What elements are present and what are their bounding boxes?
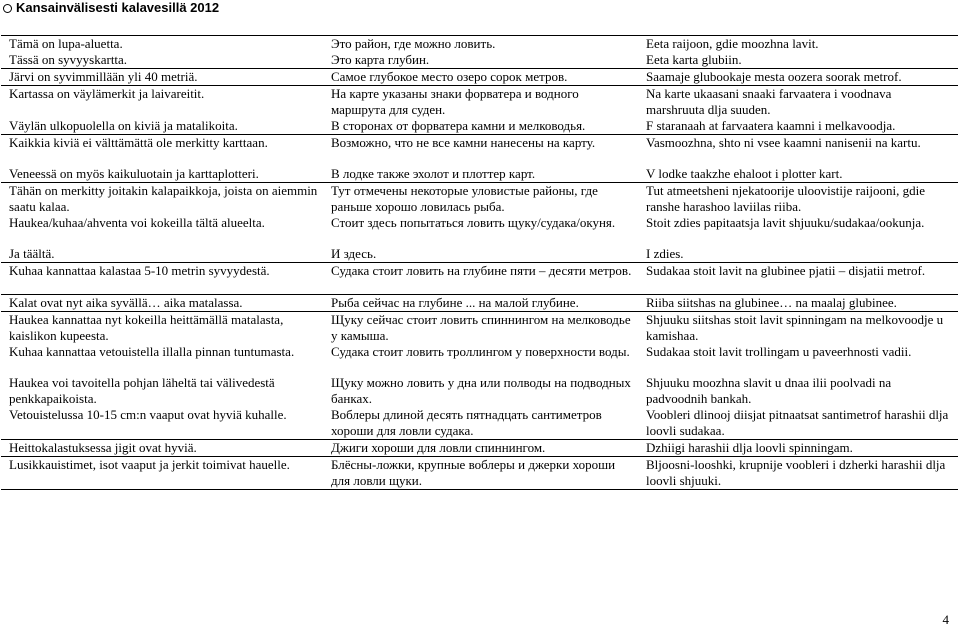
finnish-cell: Ja täältä. (9, 246, 55, 261)
russian-cell: Самое глубокое место озеро сорок метров. (325, 69, 640, 86)
transliteration-cell: I zdies. (646, 246, 684, 261)
phrase-table (1, 35, 958, 490)
finnish-cell: Järvi on syvimmillään yli 40 metriä. (1, 69, 325, 86)
russian-cell: Блёсны-ложки, крупные воблеры и джерки хороши для ловли щуки. (325, 457, 640, 490)
finnish-cell: Haukea kannattaa nyt kokeilla heittämällä matalasta, kaislikon kupeesta. (1, 312, 325, 345)
table-row (1, 183, 958, 216)
finnish-cell: Veneessä on myös kaikuluotain ja karttaplotteri. (9, 166, 259, 181)
finnish-cell: Kartassa on väylämerkit ja laivareitit. (1, 86, 325, 119)
transliteration-cell: Na karte ukaasani snaaki farvaatera i voodnava marshruuta dlja suuden. (640, 86, 958, 119)
transliteration-cell: Sudakaa stoit lavit na glubinee pjatii – disjatii metrof. (640, 263, 958, 295)
circle-bullet-icon (3, 4, 12, 13)
russian-cell: И здесь. (331, 246, 377, 261)
transliteration-cell: Stoit zdies papitaatsja lavit shjuuku/sudakaa/ookunja. (646, 215, 925, 230)
table-row (1, 295, 958, 312)
finnish-cell: Heittokalastuksessa jigit ovat hyviä. (1, 440, 325, 457)
table-row (1, 440, 958, 457)
table-row (1, 86, 958, 119)
russian-cell: Это район, где можно ловить. (325, 36, 640, 53)
table-row (1, 344, 958, 375)
transliteration-cell: Saamaje glubookaje mesta oozera soorak metrof. (640, 69, 958, 86)
russian-cell: Стоит здесь попытаться ловить щуку/судака/окуня. (331, 215, 616, 230)
finnish-cell: Tämä on lupa-aluetta. (1, 36, 325, 53)
finnish-cell: Lusikkauistimet, isot vaaput ja jerkit toimivat hauelle. (1, 457, 325, 490)
transliteration-cell: Shjuuku moozhna slavit u dnaa ilii poolvadi na padvoodnih bankah. (646, 375, 892, 406)
table-row (1, 69, 958, 86)
transliteration-cell: Riiba siitshas na glubinee… na maalaj glubinee. (640, 295, 958, 312)
russian-cell: Это карта глубин. (331, 52, 430, 67)
table-row (1, 36, 958, 53)
russian-cell: Судака стоит ловить на глубине пяти – десяти метров. (325, 263, 640, 295)
transliteration-cell: Sudakaa stoit lavit trollingam u paveerhnosti vadii. (646, 344, 912, 359)
transliteration-cell: F staranaah at farvaatera kaamni i melkavoodja. (646, 118, 896, 133)
russian-cell: На карте указаны знаки форватера и водного маршрута для суден. (325, 86, 640, 119)
table-row (1, 215, 958, 246)
finnish-cell: Kuhaa kannattaa vetouistella illalla pinnan tuntumasta. (9, 344, 295, 359)
transliteration-cell: V lodke taakzhe ehaloot i plotter kart. (646, 166, 843, 181)
table-row (1, 375, 958, 407)
transliteration-cell: Shjuuku siitshas stoit lavit spinningam na melkovoodje u kamishaa. (640, 312, 958, 345)
table-row (1, 52, 958, 69)
section-title: Kansainvälisesti kalavesillä 2012 (16, 0, 220, 15)
russian-cell: Возможно, что не все камни нанесены на карту. (325, 135, 640, 167)
page-number: 4 (942, 612, 949, 627)
transliteration-cell: Bljoosni-looshki, krupnije voobleri i dzherki harashii dlja loovli shjuuki. (640, 457, 958, 490)
finnish-cell: Väylän ulkopuolella on kiviä ja matalikoita. (9, 118, 238, 133)
table-row (1, 135, 958, 167)
section-heading (3, 0, 219, 16)
finnish-cell: Vetouistelussa 10-15 cm:n vaaput ovat hyviä kuhalle. (9, 407, 287, 422)
transliteration-cell: Eeta karta glubiin. (646, 52, 742, 67)
transliteration-cell: Eeta raijoon, gdie moozhna lavit. (640, 36, 958, 53)
table-row (1, 312, 958, 345)
transliteration-cell: Dzhiigi harashii dlja loovli spinningam. (640, 440, 958, 457)
russian-cell: Рыба сейчас на глубине ... на малой глубине. (325, 295, 640, 312)
finnish-cell: Kalat ovat nyt aika syvällä… aika matalassa. (1, 295, 325, 312)
russian-cell: Воблеры длиной десять пятнадцать сантиметров хороши для ловли судака. (331, 407, 602, 438)
finnish-cell: Tähän on merkitty joitakin kalapaikkoja, joista on aiemmin saatu kalaa. (1, 183, 325, 216)
transliteration-cell: Voobleri dlinooj diisjat pitnaatsat santimetrof harashii dlja loovli sudakaa. (646, 407, 949, 438)
transliteration-cell: Vasmoozhna, shto ni vsee kaamni nanisenii na kartu. (640, 135, 958, 167)
russian-cell: В сторонах от форватера камни и мелководья. (331, 118, 586, 133)
finnish-cell: Tässä on syvyyskartta. (9, 52, 128, 67)
finnish-cell: Haukea voi tavoitella pohjan läheltä tai välivedestä penkkapaikoista. (9, 375, 275, 406)
russian-cell: Джиги хороши для ловли спиннингом. (325, 440, 640, 457)
transliteration-cell: Tut atmeetsheni njekatoorije uloovistije raijooni, gdie ranshe harashoo laviilas riiba. (640, 183, 958, 216)
russian-cell: Щуку сейчас стоит ловить спиннингом на мелководье у камыша. (325, 312, 640, 345)
finnish-cell: Kuhaa kannattaa kalastaa 5-10 metrin syvyydestä. (1, 263, 325, 295)
table-row (1, 457, 958, 490)
russian-cell: В лодке также эхолот и плоттер карт. (331, 166, 536, 181)
russian-cell: Судака стоит ловить троллингом у поверхности воды. (331, 344, 630, 359)
table-row (1, 166, 958, 183)
table-row (1, 246, 958, 263)
table-row (1, 118, 958, 135)
finnish-cell: Haukea/kuhaa/ahventa voi kokeilla tältä alueelta. (9, 215, 265, 230)
finnish-cell: Kaikkia kiviä ei välttämättä ole merkitty karttaan. (1, 135, 325, 167)
table-row (1, 407, 958, 440)
russian-cell: Щуку можно ловить у дна или полводы на подводных банках. (331, 375, 631, 406)
russian-cell: Тут отмечены некоторые уловистые районы, где раньше хорошо ловилась рыба. (325, 183, 640, 216)
table-row (1, 263, 958, 295)
